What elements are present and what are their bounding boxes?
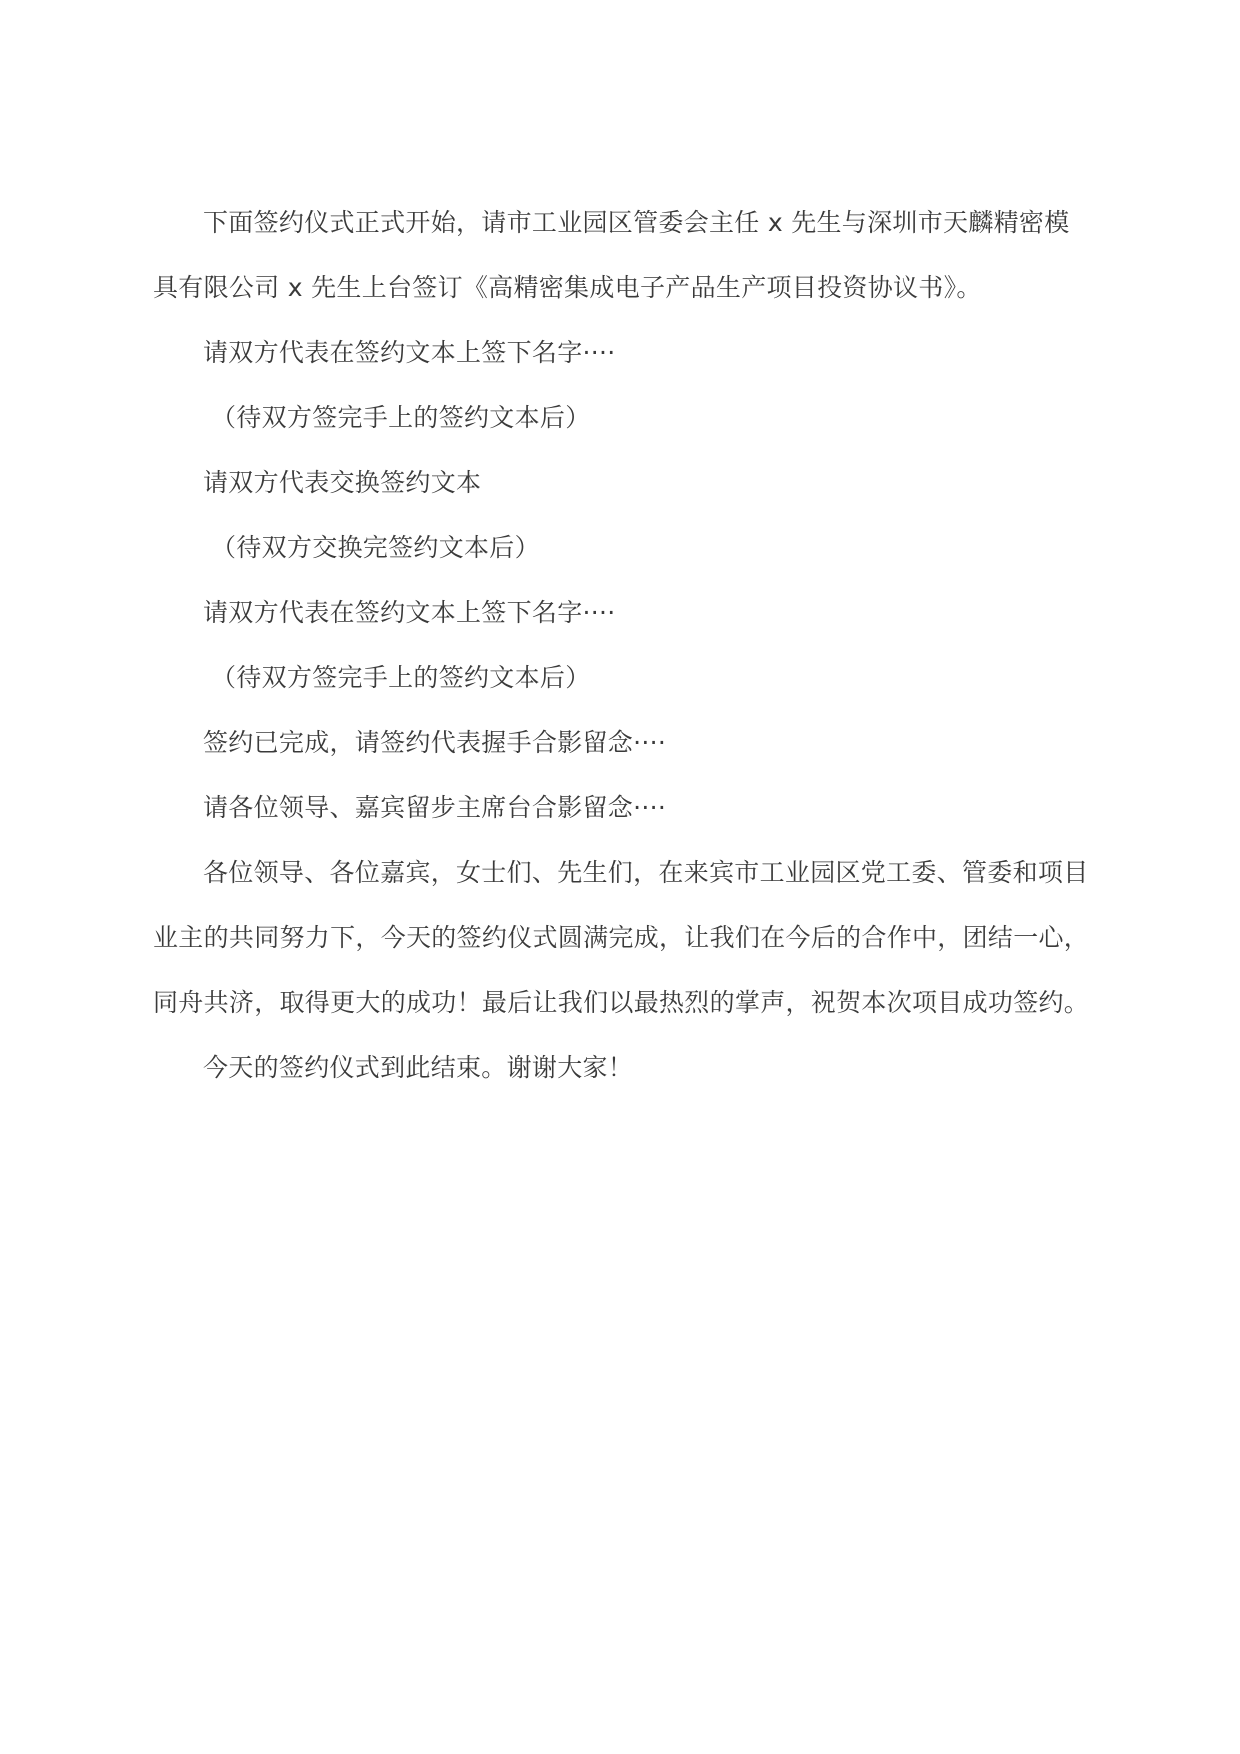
paragraph-closing-remarks: 各位领导、各位嘉宾，女士们、先生们，在来宾市工业园区党工委、管委和项目业主的共同努力下，今天的签约仪式圆满完成，让我们在今后的合作中，团结一心，同舟共济，取得更大的成功！最后让我们以最热烈的掌声，祝贺本次项目成功签约。 (153, 858, 1090, 1017)
paragraph-handshake: 签约已完成，请签约代表握手合影留念···· (203, 728, 667, 757)
paragraph-note-signed: （待双方签完手上的签约文本后） (211, 403, 591, 432)
paragraph-opening: 下面签约仪式正式开始，请市工业园区管委会主任 x 先生与深圳市天麟精密模具有限公司 x 先生上台签订《高精密集成电子产品生产项目投资协议书》。 (153, 208, 1070, 302)
paragraph-group-photo: 请各位领导、嘉宾留步主席台合影留念···· (203, 793, 667, 822)
paragraph-note-signed-2: （待双方签完手上的签约文本后） (211, 663, 591, 692)
document-body (153, 190, 1093, 1100)
paragraph-thanks: 今天的签约仪式到此结束。谢谢大家！ (203, 1053, 634, 1082)
paragraph-exchange-request: 请双方代表交换签约文本 (203, 468, 482, 497)
paragraph-sign-request: 请双方代表在签约文本上签下名字···· (203, 338, 616, 367)
paragraph-note-exchanged: （待双方交换完签约文本后） (211, 533, 540, 562)
paragraph-sign-request-2: 请双方代表在签约文本上签下名字···· (203, 598, 616, 627)
